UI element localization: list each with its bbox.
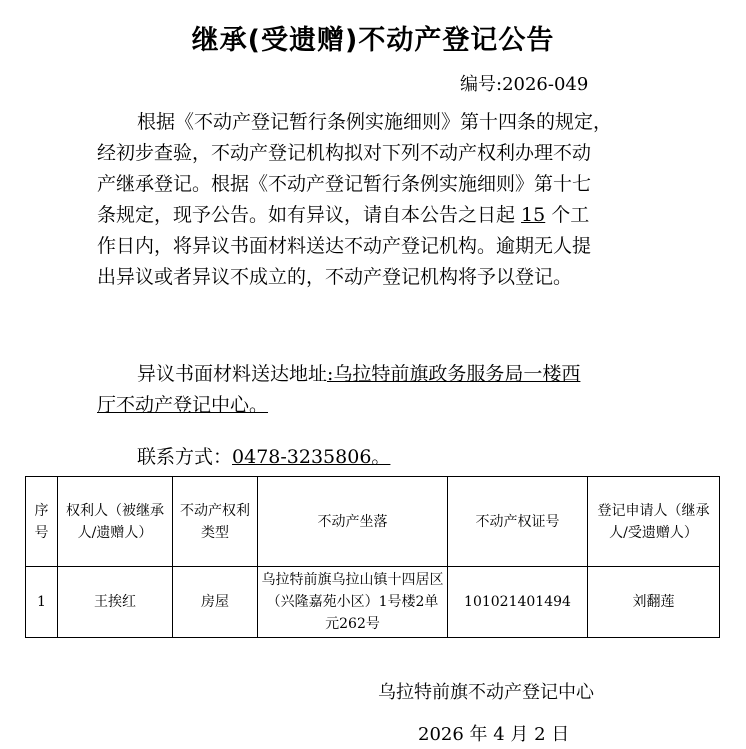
header-owner: 权利人（被继承人/遗赠人）	[58, 477, 173, 567]
body-line-5: 作日内，将异议书面材料送达不动产登记机构。逾期无人提	[97, 235, 592, 257]
objection-days: 15	[521, 204, 546, 226]
header-cert-no: 不动产权证号	[448, 477, 588, 567]
notice-body	[97, 107, 657, 293]
body-line-4	[97, 200, 657, 231]
cell-right-type: 房屋	[173, 567, 258, 638]
address-value-2: 厅不动产登记中心。	[97, 394, 269, 416]
table-header-row	[26, 477, 720, 567]
header-location: 不动产坐落	[258, 477, 448, 567]
cell-seq: 1	[26, 567, 58, 638]
contact-block	[97, 442, 657, 473]
contact-phone: 0478-3235806。	[232, 446, 391, 468]
body-line-4-prefix: 条规定，现予公告。如有异议，请自本公告之日起	[97, 204, 522, 226]
address-value-1: :乌拉特前旗政务服务局一楼西	[327, 363, 581, 385]
address-label: 异议书面材料送达地址	[137, 363, 328, 385]
issue-date: 2026 年 4 月 2 日	[418, 724, 570, 745]
header-applicant: 登记申请人（继承人/受遗赠人）	[588, 477, 720, 567]
address-block	[97, 359, 657, 421]
notice-number: 编号:2026-049	[460, 74, 589, 95]
address-line-2	[97, 390, 657, 421]
cell-owner: 王挨红	[58, 567, 173, 638]
address-line-1	[97, 359, 657, 390]
body-line-1: 根据《不动产登记暂行条例实施细则》第十四条的规定，	[137, 111, 613, 133]
header-right-type: 不动产权利类型	[173, 477, 258, 567]
page-title: 继承(受遗赠)不动产登记公告	[191, 25, 555, 56]
issuing-organization: 乌拉特前旗不动产登记中心	[378, 682, 594, 703]
body-line-2: 经初步查验，不动产登记机构拟对下列不动产权利办理不动	[97, 142, 592, 164]
cell-cert-no: 101021401494	[448, 567, 588, 638]
header-seq: 序号	[26, 477, 58, 567]
body-line-4-suffix: 个工	[545, 204, 590, 226]
contact-line	[97, 442, 657, 473]
table-row	[26, 567, 720, 638]
body-line-3: 产继承登记。根据《不动产登记暂行条例实施细则》第十七	[97, 173, 592, 195]
contact-label: 联系方式：	[137, 446, 233, 468]
cell-location: 乌拉特前旗乌拉山镇十四居区（兴隆嘉苑小区）1号楼2单元262号	[258, 567, 448, 638]
cell-applicant: 刘翻莲	[588, 567, 720, 638]
registration-table	[25, 476, 720, 638]
body-line-6: 出异议或者异议不成立的，不动产登记机构将予以登记。	[97, 266, 573, 288]
